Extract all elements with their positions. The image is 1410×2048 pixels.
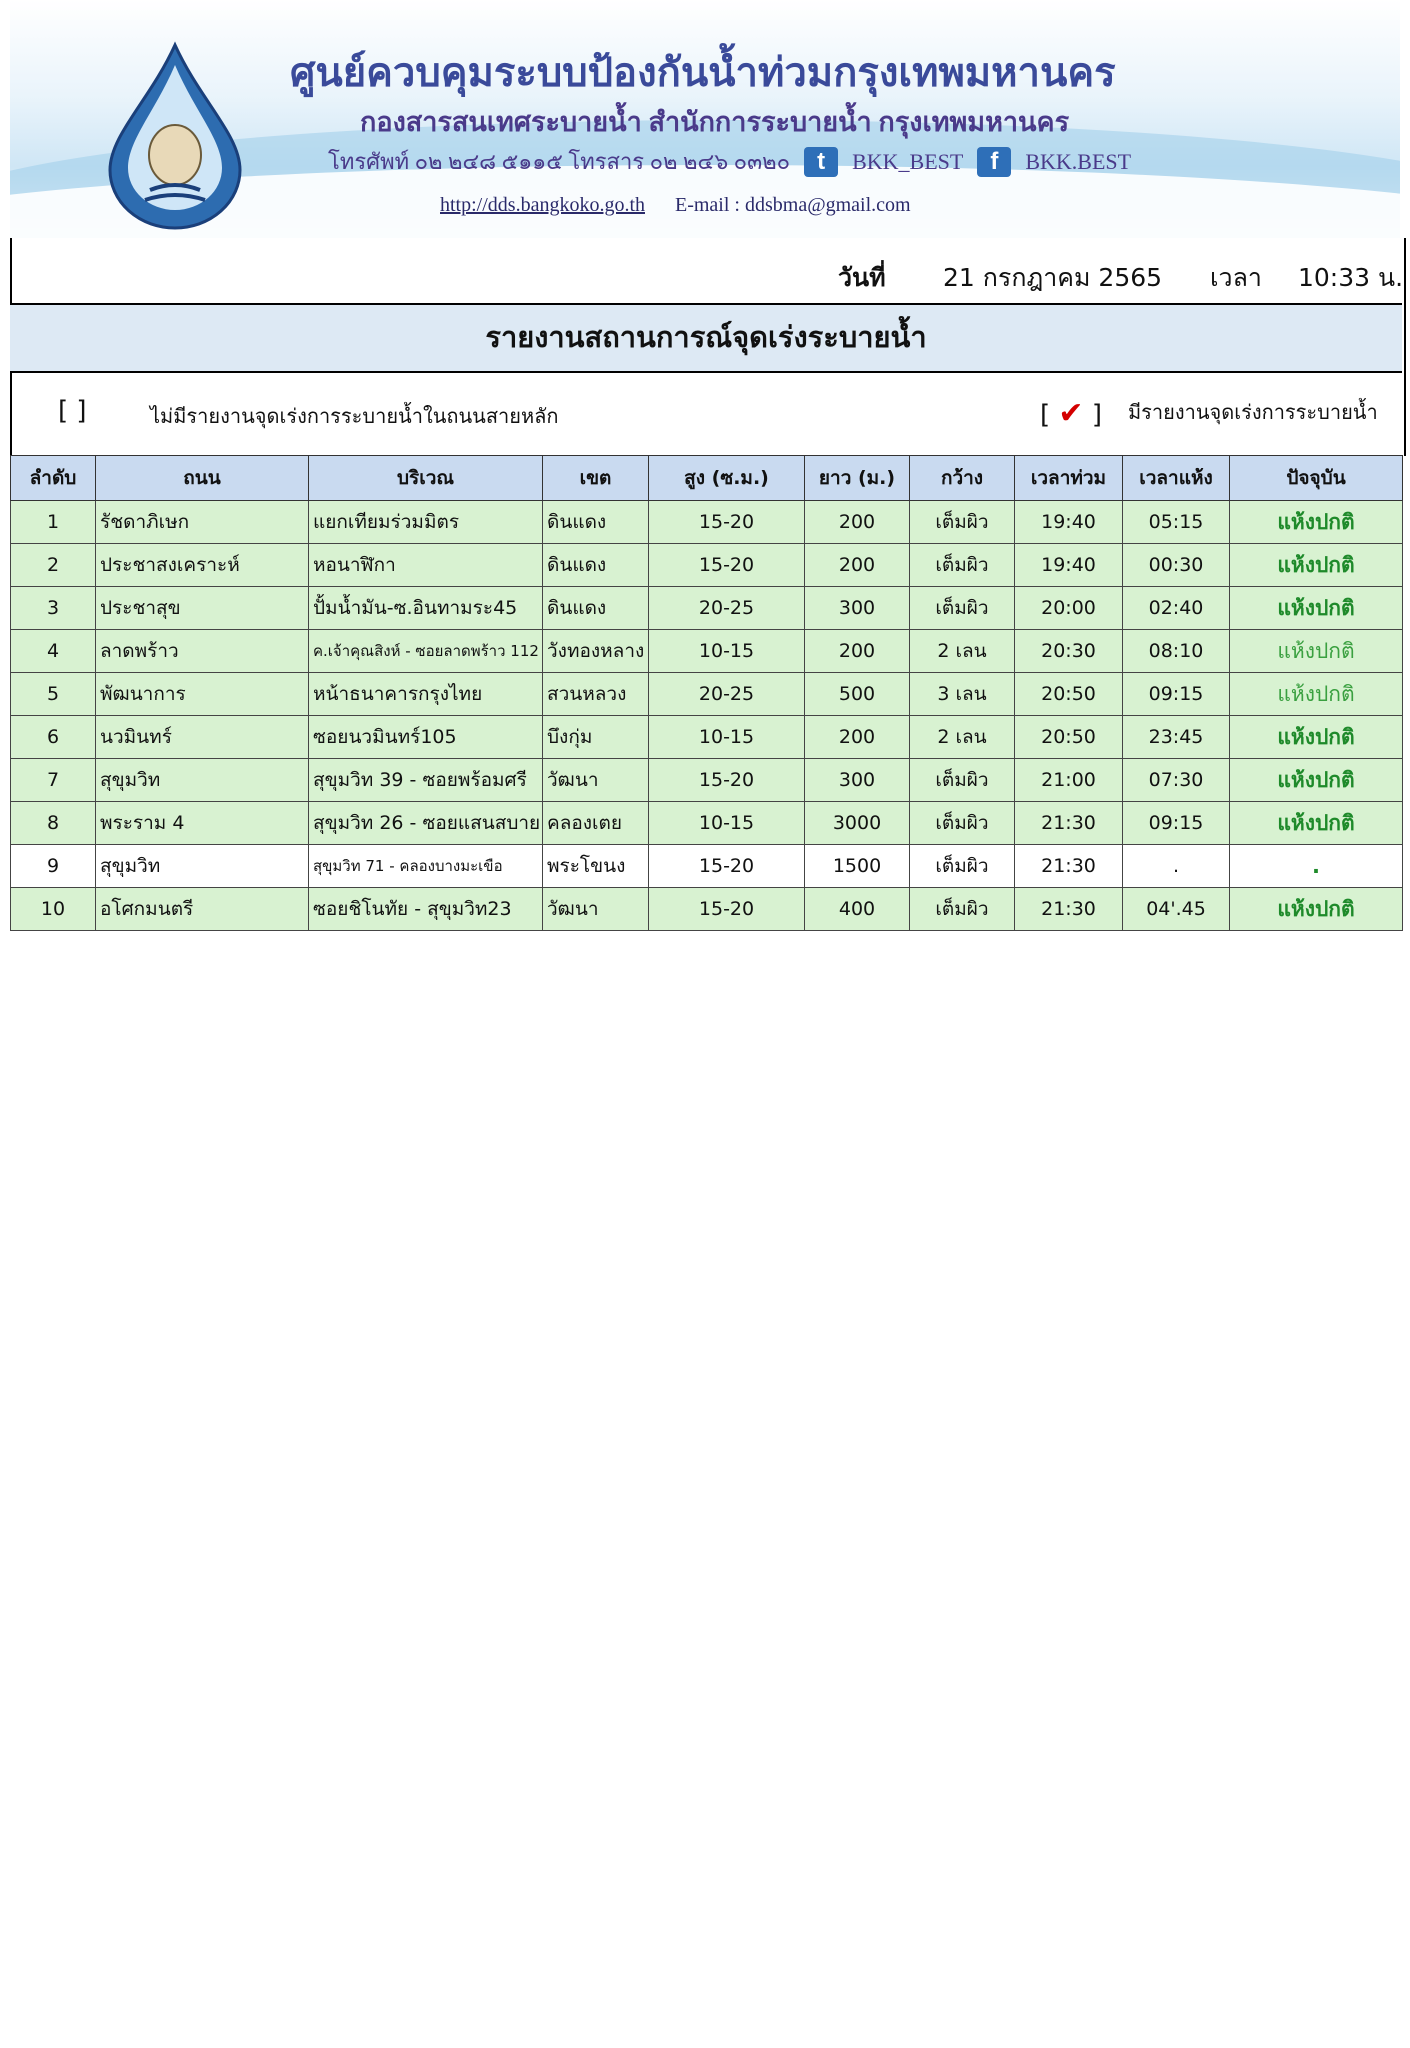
cell-status: แห้งปกติ bbox=[1230, 587, 1403, 630]
cell-road: นวมินทร์ bbox=[96, 716, 309, 759]
cell-district: วังทองหลาง bbox=[543, 630, 649, 673]
drainage-report-table bbox=[10, 455, 1403, 931]
cell-dry-time: . bbox=[1123, 845, 1230, 888]
cell-depth: 10-15 bbox=[649, 716, 805, 759]
cell-status: แห้งปกติ bbox=[1230, 630, 1403, 673]
header-banner bbox=[10, 0, 1400, 238]
cell-flood-time: 20:50 bbox=[1015, 716, 1123, 759]
contact-line bbox=[328, 144, 1131, 179]
cell-width: เต็มผิว bbox=[910, 888, 1015, 931]
cell-depth: 15-20 bbox=[649, 888, 805, 931]
cell-width: 2 เลน bbox=[910, 716, 1015, 759]
has-report-checkbox[interactable]: [ ✔ ] bbox=[1040, 396, 1102, 431]
cell-index: 4 bbox=[11, 630, 96, 673]
cell-status: แห้งปกติ bbox=[1230, 673, 1403, 716]
cell-location: แยกเทียมร่วมมิตร bbox=[309, 501, 543, 544]
table-row bbox=[11, 673, 1403, 716]
cell-location: ซอยนวมินทร์105 bbox=[309, 716, 543, 759]
cell-flood-time: 20:00 bbox=[1015, 587, 1123, 630]
table-row bbox=[11, 888, 1403, 931]
cell-length: 200 bbox=[805, 501, 910, 544]
cell-width: เต็มผิว bbox=[910, 587, 1015, 630]
cell-index: 1 bbox=[11, 501, 96, 544]
email-text[interactable]: E-mail : ddsbma@gmail.com bbox=[675, 194, 911, 216]
facebook-icon: f bbox=[977, 147, 1011, 177]
cell-index: 9 bbox=[11, 845, 96, 888]
cell-length: 500 bbox=[805, 673, 910, 716]
col-header-depth: สูง (ซ.ม.) bbox=[649, 456, 805, 501]
has-report-label: มีรายงานจุดเร่งการระบายน้ำ bbox=[1128, 400, 1378, 424]
cell-dry-time: 00:30 bbox=[1123, 544, 1230, 587]
col-header-district: เขต bbox=[543, 456, 649, 501]
bma-drainage-logo-icon bbox=[90, 40, 260, 230]
cell-status: แห้งปกติ bbox=[1230, 802, 1403, 845]
cell-status: แห้งปกติ bbox=[1230, 759, 1403, 802]
cell-width: 2 เลน bbox=[910, 630, 1015, 673]
cell-length: 400 bbox=[805, 888, 910, 931]
cell-flood-time: 21:00 bbox=[1015, 759, 1123, 802]
col-header-road: ถนน bbox=[96, 456, 309, 501]
cell-district: คลองเตย bbox=[543, 802, 649, 845]
time-label: เวลา bbox=[1210, 263, 1262, 292]
cell-depth: 20-25 bbox=[649, 673, 805, 716]
cell-depth: 15-20 bbox=[649, 501, 805, 544]
col-header-dry-time: เวลาแห้ง bbox=[1123, 456, 1230, 501]
cell-dry-time: 05:15 bbox=[1123, 501, 1230, 544]
cell-index: 8 bbox=[11, 802, 96, 845]
cell-road: ประชาสงเคราะห์ bbox=[96, 544, 309, 587]
cell-location: สุขุมวิท 71 - คลองบางมะเขือ bbox=[309, 845, 543, 888]
cell-district: ดินแดง bbox=[543, 587, 649, 630]
cell-district: ดินแดง bbox=[543, 544, 649, 587]
col-header-width: กว้าง bbox=[910, 456, 1015, 501]
cell-width: เต็มผิว bbox=[910, 759, 1015, 802]
organization-subtitle: กองสารสนเทศระบายน้ำ สำนักการระบายน้ำ กรุงเทพมหานคร bbox=[360, 107, 1070, 137]
cell-length: 200 bbox=[805, 544, 910, 587]
cell-district: สวนหลวง bbox=[543, 673, 649, 716]
cell-width: เต็มผิว bbox=[910, 544, 1015, 587]
cell-road: สุขุมวิท bbox=[96, 845, 309, 888]
table-row bbox=[11, 716, 1403, 759]
web-line bbox=[440, 194, 911, 217]
cell-district: ดินแดง bbox=[543, 501, 649, 544]
twitter-handle[interactable]: BKK_BEST bbox=[852, 148, 964, 174]
cell-length: 300 bbox=[805, 759, 910, 802]
cell-road: สุขุมวิท bbox=[96, 759, 309, 802]
cell-flood-time: 19:40 bbox=[1015, 501, 1123, 544]
cell-width: เต็มผิว bbox=[910, 845, 1015, 888]
cell-index: 5 bbox=[11, 673, 96, 716]
cell-district: วัฒนา bbox=[543, 759, 649, 802]
cell-index: 2 bbox=[11, 544, 96, 587]
facebook-handle[interactable]: BKK.BEST bbox=[1025, 148, 1132, 174]
cell-flood-time: 20:30 bbox=[1015, 630, 1123, 673]
cell-status: แห้งปกติ bbox=[1230, 501, 1403, 544]
no-report-label: ไม่มีรายงานจุดเร่งการระบายน้ำในถนนสายหลัก bbox=[150, 404, 559, 428]
cell-district: พระโขนง bbox=[543, 845, 649, 888]
cell-dry-time: 02:40 bbox=[1123, 587, 1230, 630]
cell-depth: 20-25 bbox=[649, 587, 805, 630]
cell-location: หน้าธนาคารกรุงไทย bbox=[309, 673, 543, 716]
cell-length: 1500 bbox=[805, 845, 910, 888]
twitter-icon: t bbox=[804, 147, 838, 177]
cell-location: ค.เจ้าคุณสิงห์ - ซอยลาดพร้าว 112 bbox=[309, 630, 543, 673]
cell-location: ซอยชิโนทัย - สุขุมวิท23 bbox=[309, 888, 543, 931]
cell-dry-time: 23:45 bbox=[1123, 716, 1230, 759]
cell-dry-time: 08:10 bbox=[1123, 630, 1230, 673]
cell-road: พระราม 4 bbox=[96, 802, 309, 845]
cell-status: แห้งปกติ bbox=[1230, 716, 1403, 759]
col-header-current: ปัจจุบัน bbox=[1230, 456, 1403, 501]
table-row bbox=[11, 587, 1403, 630]
table-row bbox=[11, 544, 1403, 587]
cell-dry-time: 09:15 bbox=[1123, 802, 1230, 845]
cell-length: 200 bbox=[805, 630, 910, 673]
cell-road: อโศกมนตรี bbox=[96, 888, 309, 931]
cell-location: สุขุมวิท 39 - ซอยพร้อมศรี bbox=[309, 759, 543, 802]
cell-length: 300 bbox=[805, 587, 910, 630]
cell-flood-time: 21:30 bbox=[1015, 845, 1123, 888]
time-value: 10:33 น. bbox=[1298, 263, 1404, 292]
table-row bbox=[11, 802, 1403, 845]
cell-width: เต็มผิว bbox=[910, 802, 1015, 845]
col-header-location: บริเวณ bbox=[309, 456, 543, 501]
cell-district: บึงกุ่ม bbox=[543, 716, 649, 759]
cell-index: 3 bbox=[11, 587, 96, 630]
cell-road: รัชดาภิเษก bbox=[96, 501, 309, 544]
cell-status: แห้งปกติ bbox=[1230, 888, 1403, 931]
cell-width: เต็มผิว bbox=[910, 501, 1015, 544]
cell-depth: 15-20 bbox=[649, 845, 805, 888]
cell-length: 200 bbox=[805, 716, 910, 759]
website-link[interactable]: http://dds.bangkoko.go.th bbox=[440, 194, 645, 216]
col-header-length: ยาว (ม.) bbox=[805, 456, 910, 501]
table-row bbox=[11, 630, 1403, 673]
table-row bbox=[11, 845, 1403, 888]
organization-title: ศูนย์ควบคุมระบบป้องกันน้ำท่วมกรุงเทพมหานคร bbox=[290, 50, 1116, 95]
table-row bbox=[11, 759, 1403, 802]
cell-depth: 15-20 bbox=[649, 544, 805, 587]
cell-status: . bbox=[1230, 845, 1403, 888]
cell-depth: 10-15 bbox=[649, 630, 805, 673]
cell-road: ลาดพร้าว bbox=[96, 630, 309, 673]
table-row bbox=[11, 501, 1403, 544]
no-report-checkbox[interactable]: [ ] bbox=[58, 396, 87, 426]
phone-fax-text: โทรศัพท์ ๐๒ ๒๔๘ ๕๑๑๕ โทรสาร ๐๒ ๒๔๖ ๐๓๒๐ bbox=[328, 149, 791, 174]
cell-length: 3000 bbox=[805, 802, 910, 845]
cell-dry-time: 09:15 bbox=[1123, 673, 1230, 716]
cell-flood-time: 19:40 bbox=[1015, 544, 1123, 587]
cell-index: 7 bbox=[11, 759, 96, 802]
cell-district: วัฒนา bbox=[543, 888, 649, 931]
date-value: 21 กรกฎาคม 2565 bbox=[943, 263, 1163, 292]
cell-dry-time: 07:30 bbox=[1123, 759, 1230, 802]
cell-flood-time: 21:30 bbox=[1015, 802, 1123, 845]
cell-index: 6 bbox=[11, 716, 96, 759]
cell-flood-time: 20:50 bbox=[1015, 673, 1123, 716]
cell-flood-time: 21:30 bbox=[1015, 888, 1123, 931]
report-title: รายงานสถานการณ์จุดเร่งระบายน้ำ bbox=[10, 303, 1402, 373]
cell-status: แห้งปกติ bbox=[1230, 544, 1403, 587]
cell-depth: 15-20 bbox=[649, 759, 805, 802]
checkmark-icon: ✔ bbox=[1058, 396, 1084, 431]
cell-depth: 10-15 bbox=[649, 802, 805, 845]
cell-index: 10 bbox=[11, 888, 96, 931]
col-header-flood-time: เวลาท่วม bbox=[1015, 456, 1123, 501]
cell-width: 3 เลน bbox=[910, 673, 1015, 716]
cell-location: ปั้มน้ำมัน-ซ.อินทามระ45 bbox=[309, 587, 543, 630]
cell-dry-time: 04'.45 bbox=[1123, 888, 1230, 931]
cell-road: ประชาสุข bbox=[96, 587, 309, 630]
table-header-row bbox=[11, 456, 1403, 501]
cell-location: สุขุมวิท 26 - ซอยแสนสบาย bbox=[309, 802, 543, 845]
cell-road: พัฒนาการ bbox=[96, 673, 309, 716]
date-label: วันที่ bbox=[838, 263, 886, 292]
col-header-index: ลำดับ bbox=[11, 456, 96, 501]
cell-location: หอนาฬิกา bbox=[309, 544, 543, 587]
